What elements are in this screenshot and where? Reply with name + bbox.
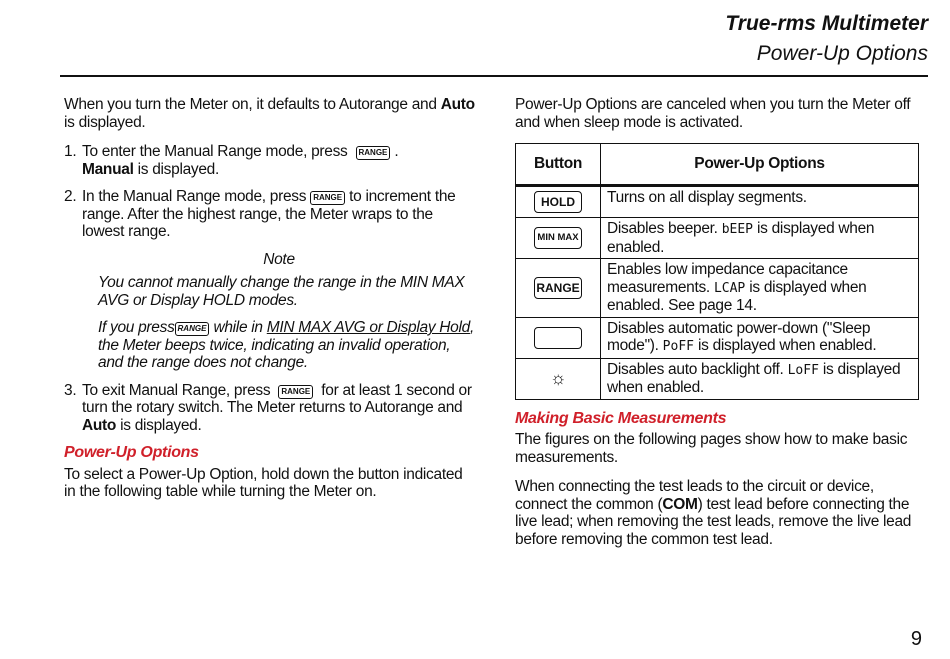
range-key-icon: RANGE: [534, 277, 582, 299]
cancel-paragraph: Power-Up Options are canceled when you turn the Meter off and when sleep mode is activated.: [515, 96, 911, 131]
left-column: [64, 96, 476, 513]
lcd-text: bEEP: [721, 222, 753, 237]
option-text: Disables beeper. bEEP is displayed when enabled.: [601, 218, 919, 259]
blank-key-icon: [534, 327, 582, 349]
power-up-options-table: [515, 143, 919, 400]
note-heading: Note: [263, 250, 295, 268]
hold-key-icon: HOLD: [534, 191, 582, 213]
table-row: [516, 259, 919, 318]
section-heading-measurements: Making Basic Measurements: [515, 409, 727, 427]
column-header-options: Power-Up Options: [601, 144, 919, 186]
lcd-text: LCAP: [713, 280, 746, 296]
header-rule: [60, 75, 928, 77]
range-key-icon: RANGE: [356, 146, 391, 160]
right-column: [515, 96, 921, 560]
option-text: Enables low impedance capacitance measurements. LCAP is displayed when enabled. See page 14.: [601, 259, 919, 318]
option-text: Turns on all display segments.: [601, 186, 919, 218]
option-text: Disables automatic power-down ("Sleep mode"). PoFF is displayed when enabled.: [601, 317, 919, 358]
com-label: COM: [662, 495, 698, 513]
lcd-text: LoFF: [787, 362, 819, 378]
table-row: [516, 317, 919, 358]
lcd-text: PoFF: [662, 339, 694, 354]
option-text: Disables auto backlight off. LoFF is displayed when enabled.: [601, 358, 919, 399]
range-key-icon: RANGE: [175, 322, 210, 336]
range-key-icon: RANGE: [278, 385, 313, 399]
page-number: 9: [910, 628, 922, 650]
table-row: [516, 218, 919, 259]
auto-label: Auto: [440, 96, 475, 113]
min-max-key-icon: MIN MAX: [534, 227, 582, 249]
step-3: 3. To exit Manual Range, press RANGE for at least 1 second or turn the rotary switch. The Meter returns to Autorange and Auto is displayed.: [64, 381, 472, 434]
table-header-row: [516, 144, 919, 186]
note-text-1: You cannot manually change the range in the MIN MAX AVG or Display HOLD modes.: [98, 274, 465, 309]
table-row: [516, 358, 919, 399]
backlight-icon: ☼: [549, 368, 567, 389]
range-key-icon: RANGE: [310, 191, 345, 205]
column-header-button: Button: [516, 144, 601, 186]
header-subtitle: Power-Up Options: [756, 42, 928, 65]
step-2: 2. In the Manual Range mode, press RANGE to increment the range. After the highest range, the Meter wraps to the lowest range.: [64, 188, 456, 240]
intro-paragraph: When you turn the Meter on, it defaults to Autorange and Auto is displayed.: [64, 96, 475, 131]
note-text-2: If you press RANGE while in MIN MAX AVG or Display Hold, the Meter beeps twice, indicating an invalid operation, and the range does not change.: [98, 319, 474, 371]
header-title: True-rms Multimeter: [725, 12, 928, 35]
step-1: 1. To enter the Manual Range mode, press RANGE . Manual is displayed.: [64, 143, 399, 178]
measure-paragraph-2: When connecting the test leads to the circuit or device, connect the common (COM) test lead before connecting the live lead; when removing the test leads, remove the live lead before removing the common test lead.: [515, 478, 912, 548]
power-up-paragraph: To select a Power-Up Option, hold down the button indicated in the following table while turning the Meter on.: [64, 465, 463, 500]
table-row: [516, 186, 919, 218]
section-heading-power-up: Power-Up Options: [64, 444, 199, 461]
measure-paragraph-1: The figures on the following pages show how to make basic measurements.: [515, 431, 908, 466]
